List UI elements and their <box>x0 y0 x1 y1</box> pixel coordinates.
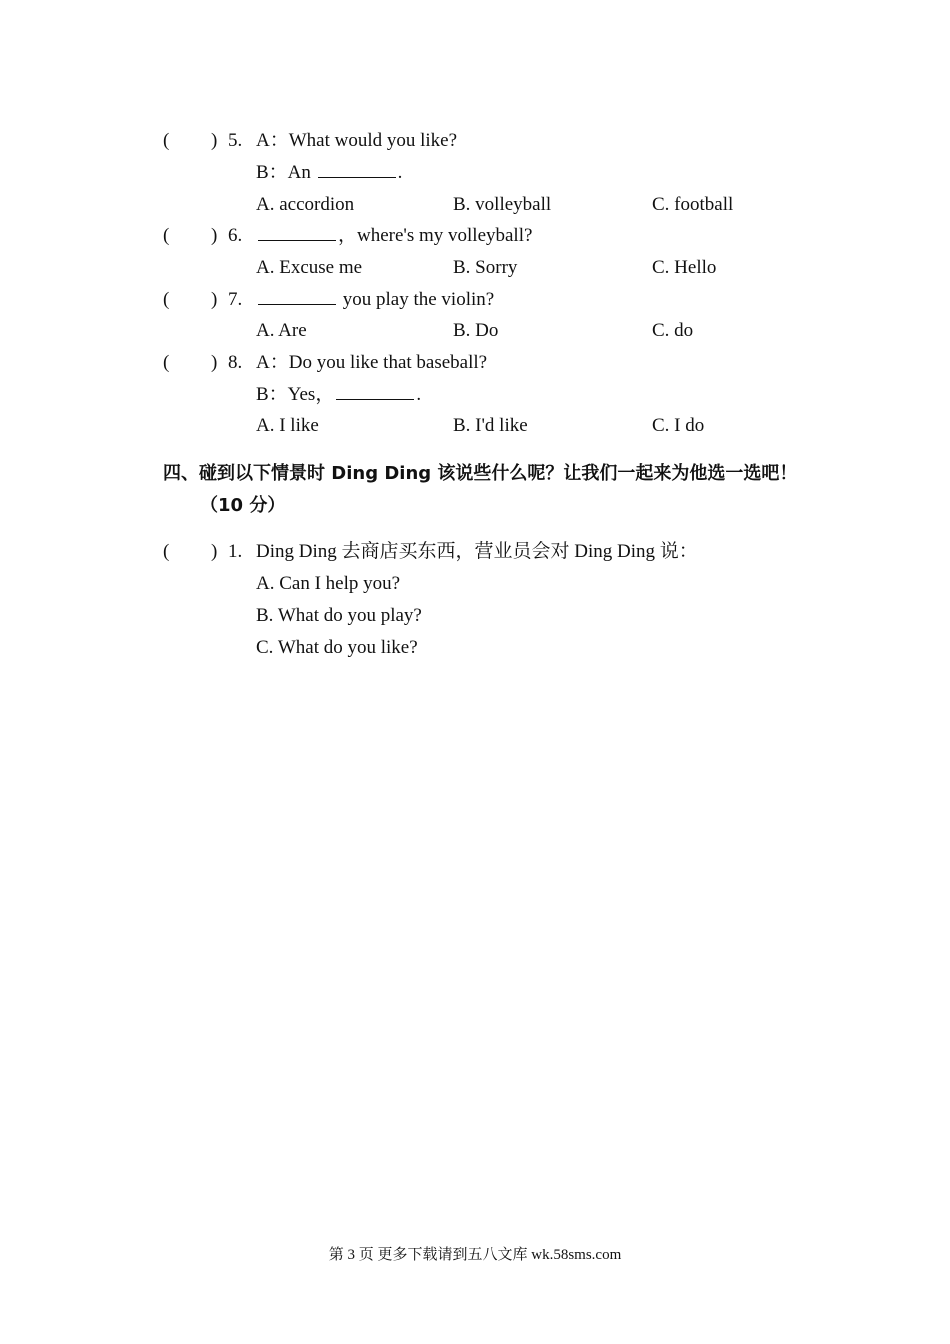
answer-bracket[interactable] <box>163 126 218 156</box>
stem-text-post: you play the violin? <box>338 289 495 310</box>
stem-text-pre: B：An <box>256 162 316 183</box>
option-a[interactable]: A. Are <box>256 320 307 341</box>
section-title: 四、碰到以下情景时 Ding Ding 该说些什么呢？让我们一起来为他选一选吧！ <box>163 463 798 484</box>
option-a[interactable]: A. I like <box>256 415 319 436</box>
stem-text-pre: B：Yes， <box>256 384 335 405</box>
option-b[interactable]: B. I'd like <box>453 415 528 436</box>
option-a[interactable]: A. Excuse me <box>256 257 363 278</box>
question-number: 6. <box>228 225 243 246</box>
fill-blank[interactable] <box>258 286 336 305</box>
stem-text-post: . <box>416 384 422 405</box>
bracket-close: ) <box>211 130 218 151</box>
stem-text-pre: A：What would you like? <box>256 130 458 151</box>
stem-text-post: . <box>397 162 403 183</box>
question-number: 5. <box>228 130 243 151</box>
bracket-open: ( <box>163 352 170 373</box>
bracket-open: ( <box>163 289 170 310</box>
option-c[interactable]: C. Hello <box>652 257 717 278</box>
bracket-close: ) <box>211 352 218 373</box>
stem-text-pre: A：Do you like that baseball? <box>256 352 488 373</box>
stem-text-post: ，where's my volleyball? <box>338 225 533 246</box>
bracket-close: ) <box>211 225 218 246</box>
page-footer: 第 3 页 更多下载请到五八文库 wk.58sms.com <box>328 1247 622 1263</box>
question-stem <box>256 348 487 378</box>
question-number: 7. <box>228 289 243 310</box>
question-stem <box>256 126 457 156</box>
question-stem <box>256 380 421 410</box>
option-b[interactable]: B. volleyball <box>453 194 552 215</box>
bracket-close: ) <box>211 541 218 562</box>
answer-bracket[interactable] <box>163 221 218 251</box>
question-stem <box>256 158 402 188</box>
option-c[interactable]: C. I do <box>652 415 705 436</box>
fill-blank[interactable] <box>258 222 336 241</box>
bracket-open: ( <box>163 130 170 151</box>
answer-bracket[interactable] <box>163 285 218 315</box>
bracket-open: ( <box>163 541 170 562</box>
answer-bracket[interactable] <box>163 537 218 567</box>
fill-blank[interactable] <box>318 159 396 178</box>
option-b[interactable]: B. What do you play? <box>256 605 422 626</box>
answer-bracket[interactable] <box>163 348 218 378</box>
option-c[interactable]: C. What do you like? <box>256 637 418 658</box>
question-stem <box>256 285 494 315</box>
question-number: 1. <box>228 541 243 562</box>
option-a[interactable]: A. Can I help you? <box>256 573 401 594</box>
option-a[interactable]: A. accordion <box>256 194 355 215</box>
bracket-close: ) <box>211 289 218 310</box>
option-c[interactable]: C. football <box>652 194 734 215</box>
option-b[interactable]: B. Do <box>453 320 499 341</box>
question-number: 8. <box>228 352 243 373</box>
bracket-open: ( <box>163 225 170 246</box>
option-c[interactable]: C. do <box>652 320 694 341</box>
question-stem <box>256 221 532 251</box>
question-stem: Ding Ding 去商店买东西，营业员会对 Ding Ding 说： <box>256 541 698 562</box>
fill-blank[interactable] <box>336 381 414 400</box>
option-b[interactable]: B. Sorry <box>453 257 518 278</box>
section-score: （10 分） <box>200 495 286 516</box>
